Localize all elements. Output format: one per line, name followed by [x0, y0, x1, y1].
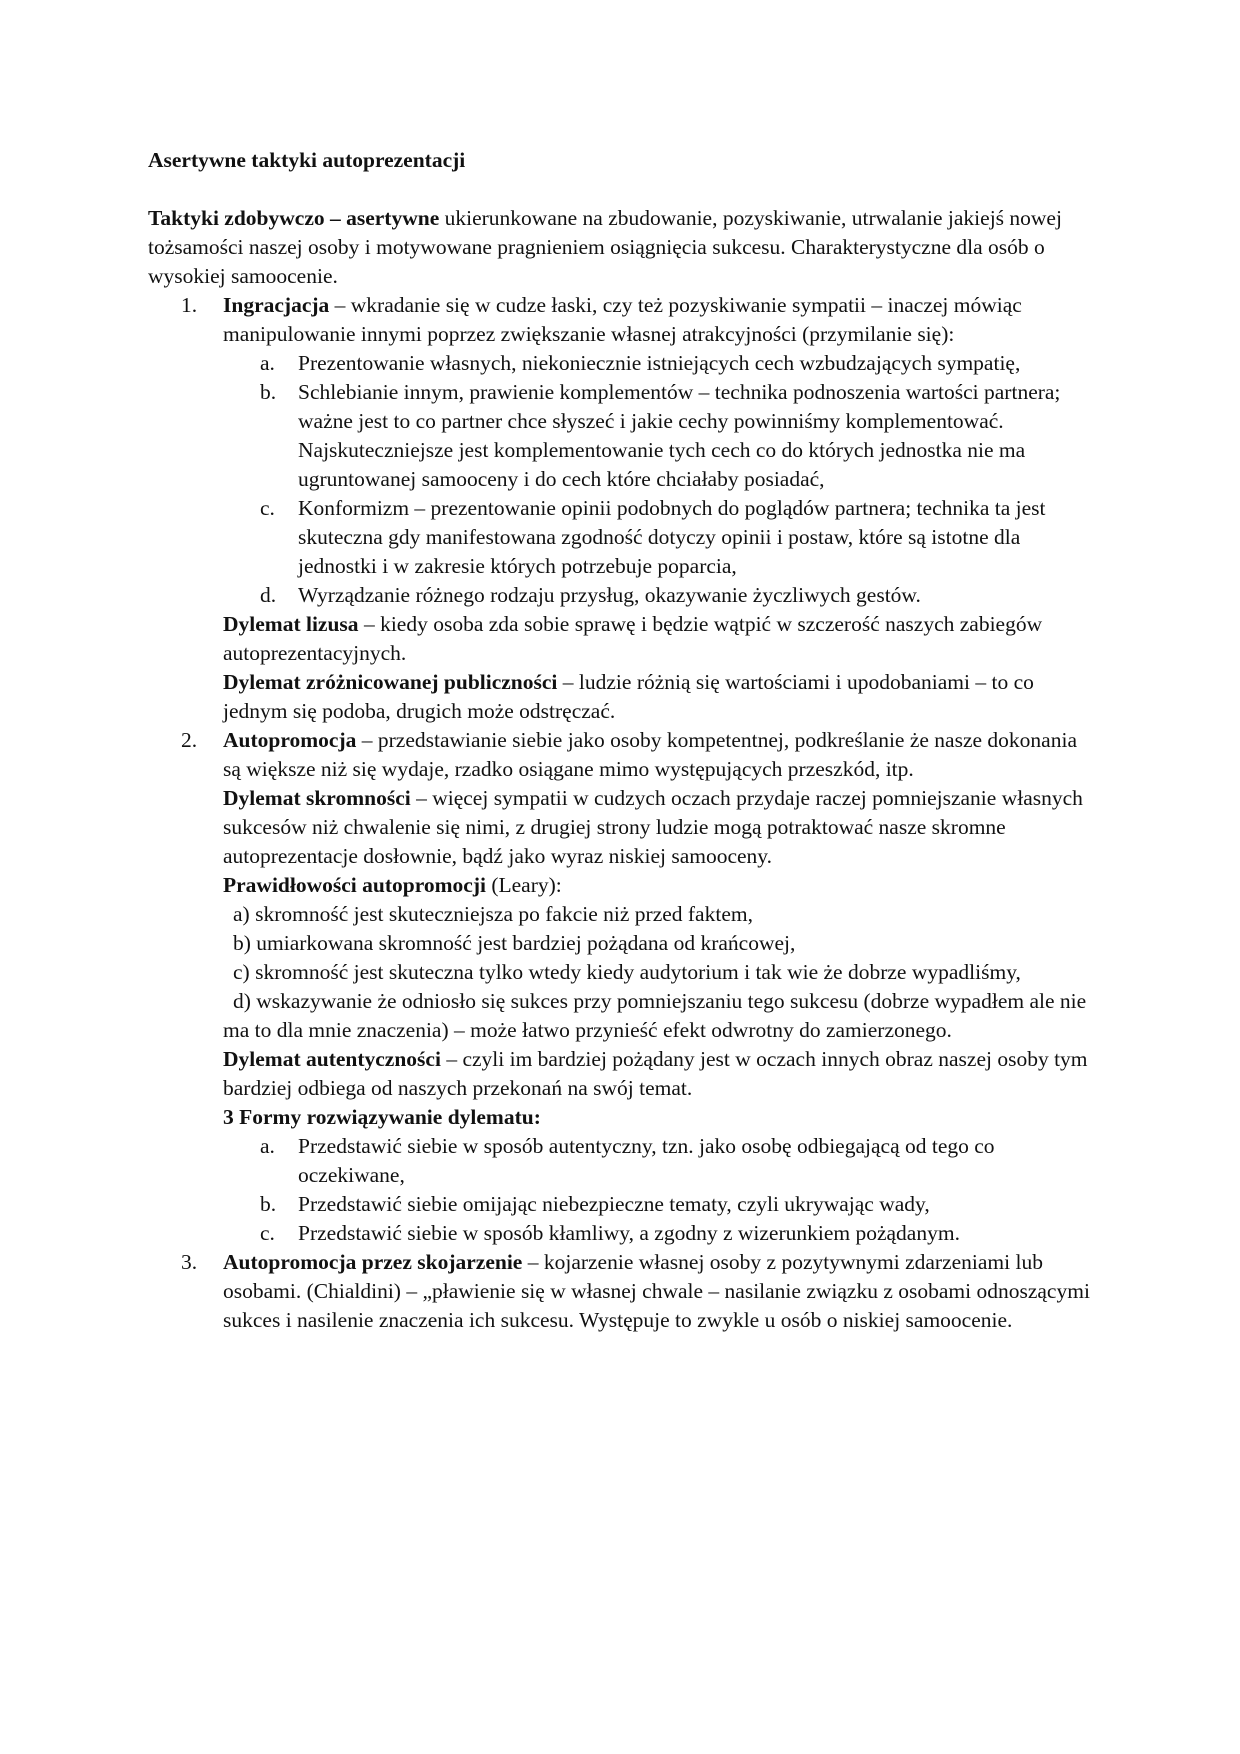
sub-text: Przedstawić siebie w sposób autentyczny, tzn. jako osobę odbiegającą od tego co oczekiwane,: [298, 1134, 995, 1187]
list-item-autopromocja: [148, 726, 1098, 784]
sub-text: Schlebianie innym, prawienie komplementów – technika podnoszenia wartości partnera; ważne jest to co partner chce słyszeć i jakie cechy powinniśmy komplementować. Najskuteczniejsze jest komplementowanie tych cech co do których jednostka nie ma ugruntowanej samooceny i do cech które chciałaby posiadać,: [298, 380, 1061, 491]
item-text: – wkradanie się w cudze łaski, czy też pozyskiwanie sympatii – inaczej mówiąc manipulowanie innymi poprzez zwiększanie własnej atrakcyjności (przymilanie się):: [223, 293, 1022, 346]
dilemma-lizusa: [148, 610, 1098, 668]
dilemma-skromnosci: [148, 784, 1098, 871]
list-number: 1.: [181, 293, 198, 317]
rules-source: (Leary):: [485, 873, 562, 897]
forms-heading: [148, 1103, 1098, 1132]
sub-text: Przedstawić siebie omijając niebezpieczne tematy, czyli ukrywając wady,: [298, 1192, 930, 1216]
term-skojarzenie: Autopromocja przez skojarzenie: [223, 1250, 523, 1274]
rule-item: [148, 987, 1098, 1045]
sub-letter: a.: [260, 1134, 275, 1158]
sublist-item: [148, 349, 1098, 378]
list-number: 2.: [181, 728, 198, 752]
form-item: [148, 1219, 1098, 1248]
form-item: [148, 1132, 1098, 1190]
sub-letter: b.: [260, 380, 277, 404]
sublist-item: [148, 581, 1098, 610]
rule-text: c) skromność jest skuteczna tylko wtedy kiedy audytorium i tak wie że dobrze wypadliśmy,: [233, 960, 1021, 984]
dilemma-text: – więcej sympatii w cudzych oczach przydaje raczej pomniejszanie własnych sukcesów niż chwalenie się nimi, z drugiej strony ludzie mogą potraktować nasze skromne autoprezentacje dosłownie, bądź jako wyraz niskiej samooceny.: [223, 786, 1083, 868]
dilemma-publicznosci: [148, 668, 1098, 726]
sub-text: Konformizm – prezentowanie opinii podobnych do poglądów partnera; technika ta jest skuteczna gdy manifestowana zgodność dotyczy opinii i postaw, które są istotne dla jednostki i w zakresie których potrzebuje poparcia,: [298, 496, 1046, 578]
sub-text: Przedstawić siebie w sposób kłamliwy, a zgodny z wizerunkiem pożądanym.: [298, 1221, 960, 1245]
rule-text: b) umiarkowana skromność jest bardziej pożądana od krańcowej,: [233, 931, 796, 955]
sub-letter: b.: [260, 1192, 277, 1216]
dilemma-text: – ludzie różnią się wartościami i upodobaniami – to co jednym się podoba, drugich może odstręczać.: [223, 670, 1034, 723]
rules-heading: [148, 871, 1098, 900]
rule-item: [148, 929, 1098, 958]
sub-text: Prezentowanie własnych, niekoniecznie istniejących cech wzbudzających sympatię,: [298, 351, 1021, 375]
item-text: – kojarzenie własnej osoby z pozytywnymi zdarzeniami lub osobami. (Chialdini) – „pławienie się w własnej chwale – nasilanie związku z osobami odnoszącymi sukces i nasilenie znaczenia ich sukcesu. Występuje to zwykle u osób o niskiej samoocenie.: [223, 1250, 1090, 1332]
list-number: 3.: [181, 1250, 198, 1274]
rule-text: d) wskazywanie że odniosło się sukces przy pomniejszaniu tego sukcesu (dobrze wypadłem ale nie ma to dla mnie znaczenia) – może łatwo przynieść efekt odwrotny do zamierzonego.: [223, 989, 1087, 1042]
document-title: Asertywne taktyki autoprezentacji: [148, 148, 466, 172]
forms-heading-text: 3 Formy rozwiązywanie dylematu:: [223, 1105, 541, 1129]
sub-letter: c.: [260, 1221, 275, 1245]
item-text: – przedstawianie siebie jako osoby kompetentnej, podkreślanie że nasze dokonania są większe niż się wydaje, rzadko osiągane mimo występujących przeszkód, itp.: [223, 728, 1077, 781]
form-item: [148, 1190, 1098, 1219]
term-autopromocja: Autopromocja: [223, 728, 357, 752]
dilemma-term: Dylemat autentyczności: [223, 1047, 441, 1071]
rules-term: Prawidłowości autopromocji: [223, 873, 486, 897]
sub-letter: d.: [260, 583, 277, 607]
list-item-skojarzenie: [148, 1248, 1098, 1335]
dilemma-term: Dylemat lizusa: [223, 612, 359, 636]
sub-text: Wyrządzanie różnego rodzaju przysług, okazywanie życzliwych gestów.: [298, 583, 921, 607]
rule-item: [148, 958, 1098, 987]
list-item-ingracjacja: [148, 291, 1098, 349]
dilemma-text: – czyli im bardziej pożądany jest w oczach innych obraz naszej osoby tym bardziej odbiega od naszych przekonań na swój temat.: [223, 1047, 1088, 1100]
rule-text: a) skromność jest skuteczniejsza po fakcie niż przed faktem,: [233, 902, 753, 926]
dilemma-term: Dylemat skromności: [223, 786, 411, 810]
intro-paragraph: [148, 204, 1098, 291]
sub-letter: a.: [260, 351, 275, 375]
sublist-item: [148, 378, 1098, 494]
document-page: [148, 146, 1098, 1335]
intro-text: ukierunkowane na zbudowanie, pozyskiwanie, utrwalanie jakiejś nowej tożsamości naszej osoby i motywowane pragnieniem osiągnięcia sukcesu. Charakterystyczne dla osób o wysokiej samoocenie.: [148, 206, 1062, 288]
sublist-item: [148, 494, 1098, 581]
dilemma-text: – kiedy osoba zda sobie sprawę i będzie wątpić w szczerość naszych zabiegów autoprezentacyjnych.: [223, 612, 1043, 665]
term-ingracjacja: Ingracjacja: [223, 293, 330, 317]
rule-item: [148, 900, 1098, 929]
intro-term: Taktyki zdobywczo – asertywne: [148, 206, 440, 230]
sub-letter: c.: [260, 496, 275, 520]
dilemma-term: Dylemat zróżnicowanej publiczności: [223, 670, 558, 694]
dilemma-autentycznosci: [148, 1045, 1098, 1103]
